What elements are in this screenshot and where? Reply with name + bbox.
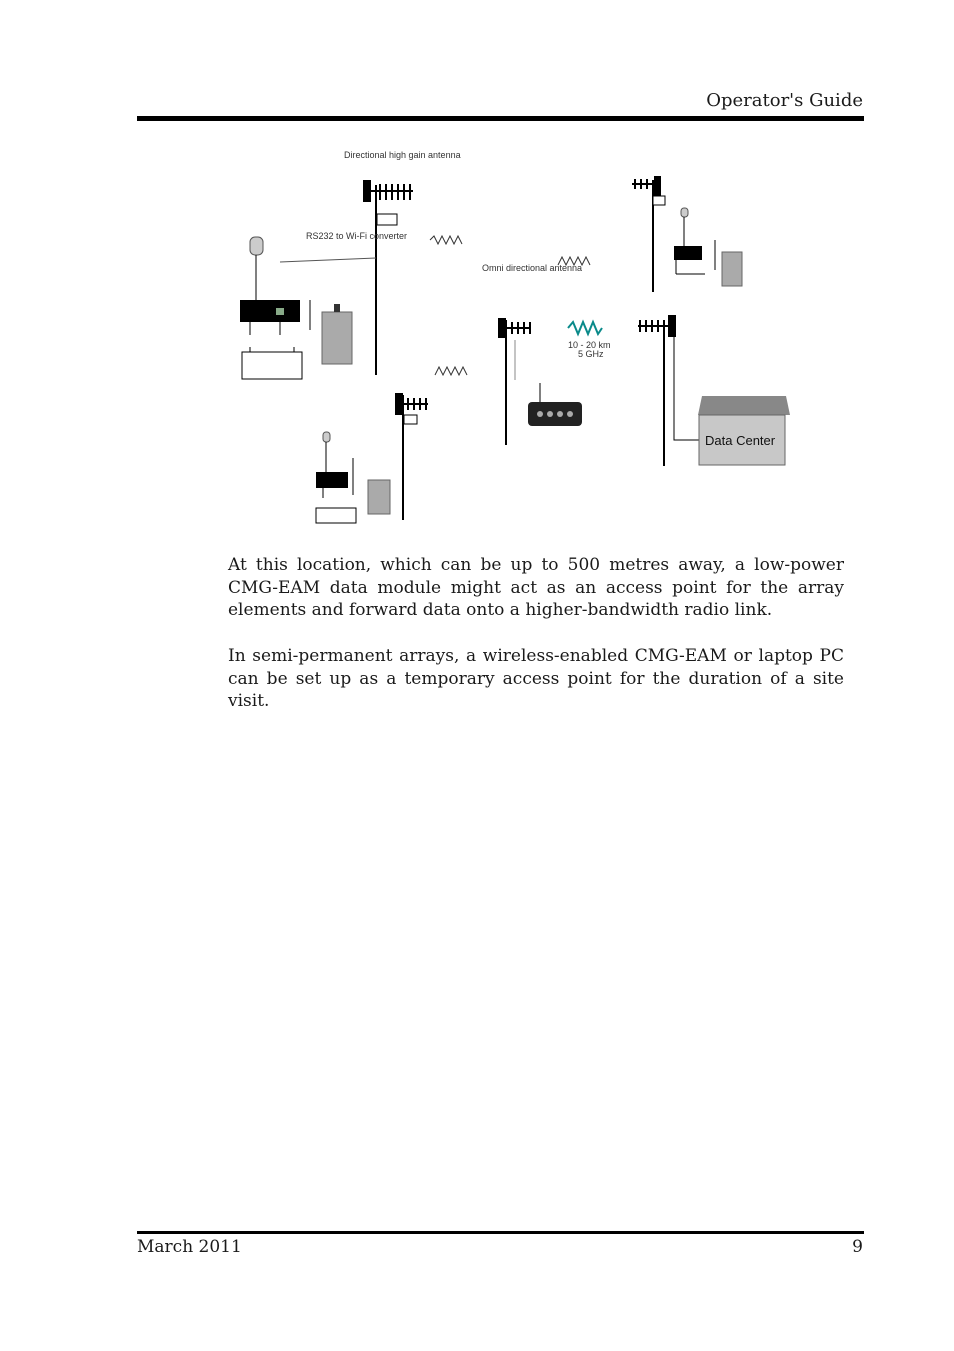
directional-antenna-mast: [363, 180, 413, 375]
page-number: 9: [852, 1237, 863, 1257]
body-paragraph: In semi-permanent arrays, a wireless-enabled CMG-EAM or laptop PC can be set up as a temporary access point for the duration of a site visit.: [228, 646, 844, 711]
rs232-converter-label: RS232 to Wi-Fi converter: [306, 231, 408, 241]
footer-date: March 2011: [137, 1237, 242, 1257]
sensor-station-right: [632, 176, 742, 292]
data-center-antenna-mast: [638, 315, 699, 466]
long-range-link: [568, 322, 602, 334]
link-frequency-label: 5 GHz: [578, 349, 604, 359]
body-paragraph: At this location, which can be up to 500 metres away, a low-power CMG-EAM data module might act as an access point for the array elements and forward data onto a higher-bandwidth radio link.: [228, 555, 844, 620]
sensor-station-left: [240, 237, 352, 379]
directional-antenna-label: Directional high gain antenna: [344, 150, 461, 160]
wireless-link-waves: [430, 236, 590, 375]
data-center-label: Data Center: [705, 433, 776, 448]
omni-antenna-mast: [498, 318, 530, 445]
link-distance-label: 10 - 20 km: [568, 340, 611, 350]
header-rule: [137, 116, 864, 121]
footer-rule: [137, 1231, 864, 1234]
data-center-building: [698, 396, 790, 465]
access-point-device: [528, 383, 582, 426]
sensor-station-bottom: [316, 393, 428, 523]
page-header-title: Operator's Guide: [706, 90, 863, 111]
omni-antenna-label: Omni directional antenna: [482, 263, 583, 273]
network-diagram: [230, 140, 810, 530]
